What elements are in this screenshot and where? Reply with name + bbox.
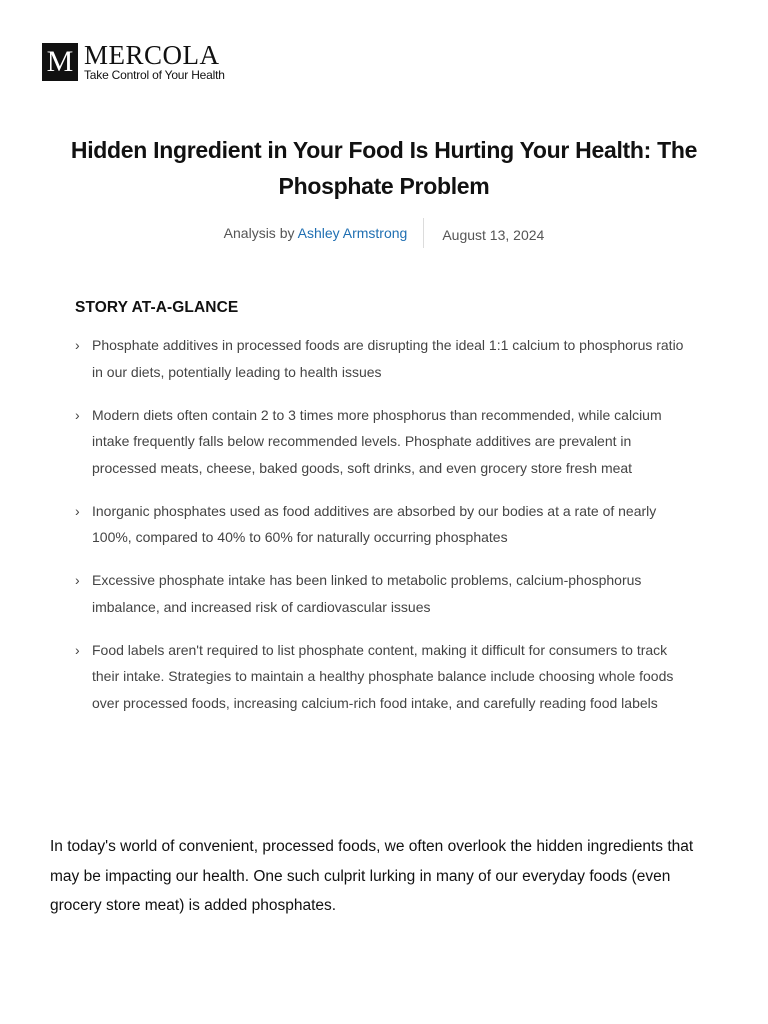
chevron-right-icon: › xyxy=(75,502,80,519)
byline-prefix: Analysis by xyxy=(223,225,295,241)
logo-tagline: Take Control of Your Health xyxy=(84,68,225,82)
logo-text xyxy=(84,40,225,82)
story-at-a-glance-heading: STORY AT-A-GLANCE xyxy=(75,299,239,316)
mercola-logo[interactable] xyxy=(42,40,225,82)
story-at-a-glance-list xyxy=(75,332,695,733)
list-item-text: Phosphate additives in processed foods are disrupting the ideal 1:1 calcium to phosphorus ratio in our diets, potentially leading to health issues xyxy=(92,337,684,380)
list-item xyxy=(75,332,695,385)
chevron-right-icon: › xyxy=(75,641,80,658)
list-item xyxy=(75,402,695,482)
chevron-right-icon: › xyxy=(75,337,80,353)
chevron-right-icon: › xyxy=(75,406,80,423)
article-title: Hidden Ingredient in Your Food Is Hurting Your Health: The Phosphate Problem xyxy=(70,137,698,199)
list-item xyxy=(75,567,695,620)
chevron-right-icon: › xyxy=(75,572,80,588)
list-item-text: Modern diets often contain 2 to 3 times more phosphorus than recommended, while calcium intake frequently falls below recommended levels. Phosphate additives are prevalent in processed meats, cheese, baked goods, soft drinks, and even grocery store fresh meat xyxy=(92,406,662,476)
list-item-text: Food labels aren't required to list phosphate content, making it difficult for consumers to track their intake. Strategies to maintain a healthy phosphate balance include choosing whole foods over processed foods, increasing calcium-rich food intake, and carefully reading food labels xyxy=(92,641,674,711)
list-item-text: Inorganic phosphates used as food additives are absorbed by our bodies at a rate of nearly 100%, compared to 40% to 60% for naturally occurring phosphates xyxy=(92,502,657,545)
byline xyxy=(0,218,768,248)
intro-paragraph: In today's world of convenient, processed foods, we often overlook the hidden ingredients that may be impacting our health. One such culprit lurking in many of our everyday foods (even grocery store meat) is added phosphates. xyxy=(50,838,694,914)
logo-name: MERCOLA xyxy=(84,40,220,70)
byline-author-block xyxy=(224,219,424,247)
list-item-text: Excessive phosphate intake has been linked to metabolic problems, calcium-phosphorus imbalance, and increased risk of cardiovascular issues xyxy=(92,572,642,615)
list-item xyxy=(75,637,695,717)
logo-mark: M xyxy=(42,43,78,81)
list-item xyxy=(75,498,695,551)
author-link[interactable]: Ashley Armstrong xyxy=(297,225,408,241)
publish-date: August 13, 2024 xyxy=(442,227,545,243)
